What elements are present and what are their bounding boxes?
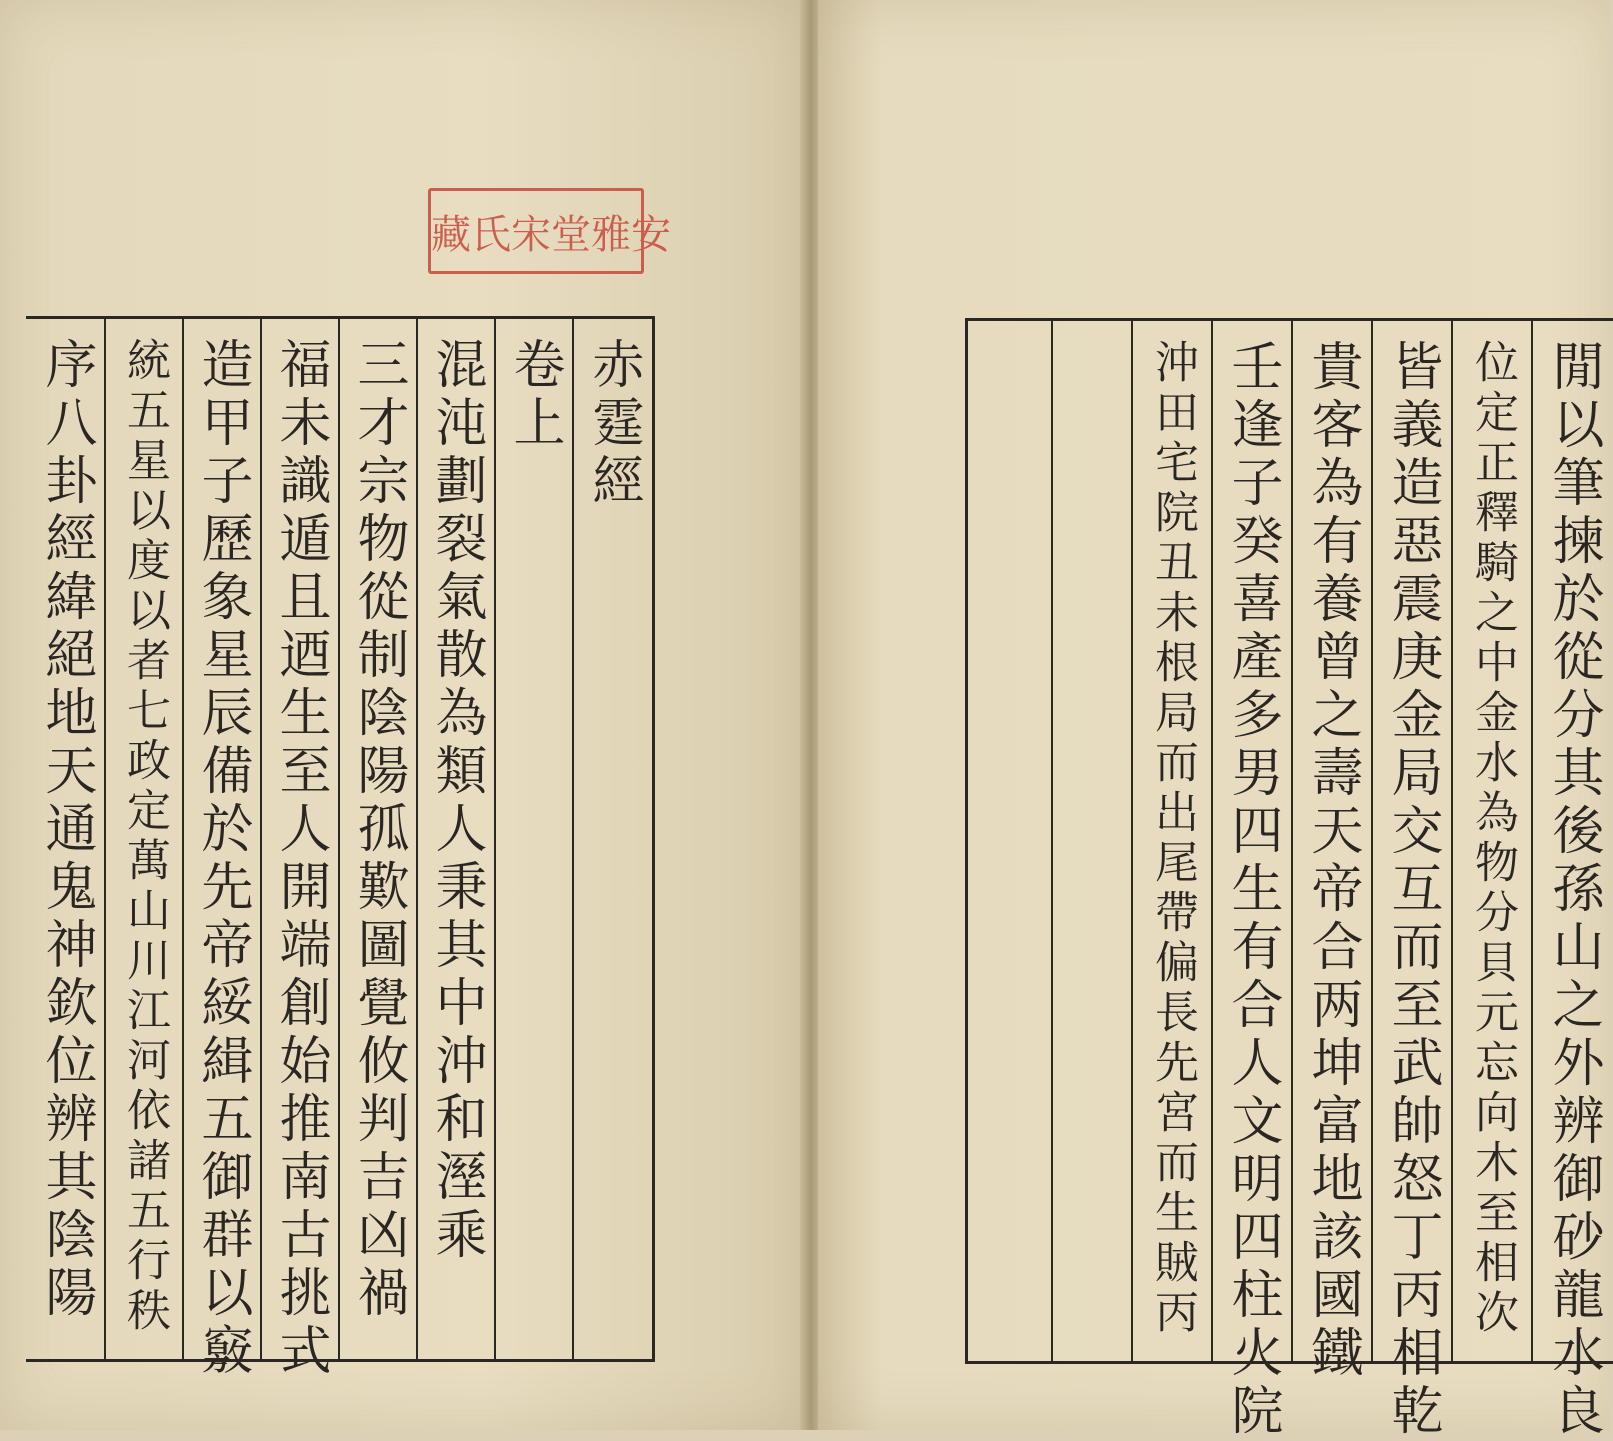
right-column-8 bbox=[973, 321, 1053, 1361]
left-column-7 bbox=[106, 319, 184, 1359]
left-column-6 bbox=[184, 319, 262, 1381]
left-column-1 bbox=[574, 319, 652, 1359]
left-column-2 bbox=[496, 319, 574, 1359]
column-text: 皆義造惡震庚金局交互而至武帥怒丁丙相乾 bbox=[1382, 339, 1442, 1441]
right-text-frame bbox=[965, 318, 1613, 1441]
column-text: 統五星以度以者七政定萬山川江河依諸五行秩 bbox=[119, 337, 170, 1337]
column-text: 壬逢子癸喜產多男四生有合人文明四柱火院 bbox=[1222, 339, 1282, 1441]
column-text: 赤霆經 bbox=[583, 337, 643, 511]
right-column-1 bbox=[1533, 321, 1613, 1441]
column-text: 福未識遁且迺生至人開端創始推南古挑式 bbox=[270, 337, 330, 1381]
right-column-7 bbox=[1053, 321, 1133, 1361]
column-text: 卷上 bbox=[504, 337, 564, 453]
column-text: 貴客為有養曾之壽天帝合两坤富地該國鐵 bbox=[1302, 339, 1362, 1383]
left-text-frame bbox=[26, 316, 655, 1381]
left-column-5 bbox=[262, 319, 340, 1381]
column-text: 混沌劃裂氣散為類人秉其中沖和溼乘 bbox=[426, 337, 486, 1265]
red-seal-stamp: 安 雅 堂 宋 氏 藏 bbox=[428, 188, 644, 274]
column-text: 三才宗物從制陰陽孤歎圖覺攸判吉凶禍 bbox=[348, 337, 408, 1323]
left-column-4 bbox=[340, 319, 418, 1359]
right-column-6 bbox=[1133, 321, 1213, 1361]
column-text: 沖田宅院丑未根局而出尾帶偏長先宮而生賊丙 bbox=[1147, 339, 1198, 1339]
right-column-4 bbox=[1293, 321, 1373, 1383]
right-column-5 bbox=[1213, 321, 1293, 1441]
right-column-3 bbox=[1373, 321, 1453, 1441]
column-text: 造甲子歷象星辰備於先帝綏緝五御群以竅 bbox=[192, 337, 252, 1381]
left-column-8 bbox=[28, 319, 106, 1359]
column-text: 閒以筆揀於從分其後孫山之外辨御砂龍水良 bbox=[1543, 339, 1603, 1441]
column-text: 序八卦經緯絕地天通鬼神欽位辨其陰陽 bbox=[36, 337, 96, 1323]
right-column-2 bbox=[1453, 321, 1533, 1361]
column-text: 位定正釋騎之中金水為物分貝元忘向木至相次 bbox=[1467, 339, 1518, 1339]
left-column-3 bbox=[418, 319, 496, 1359]
